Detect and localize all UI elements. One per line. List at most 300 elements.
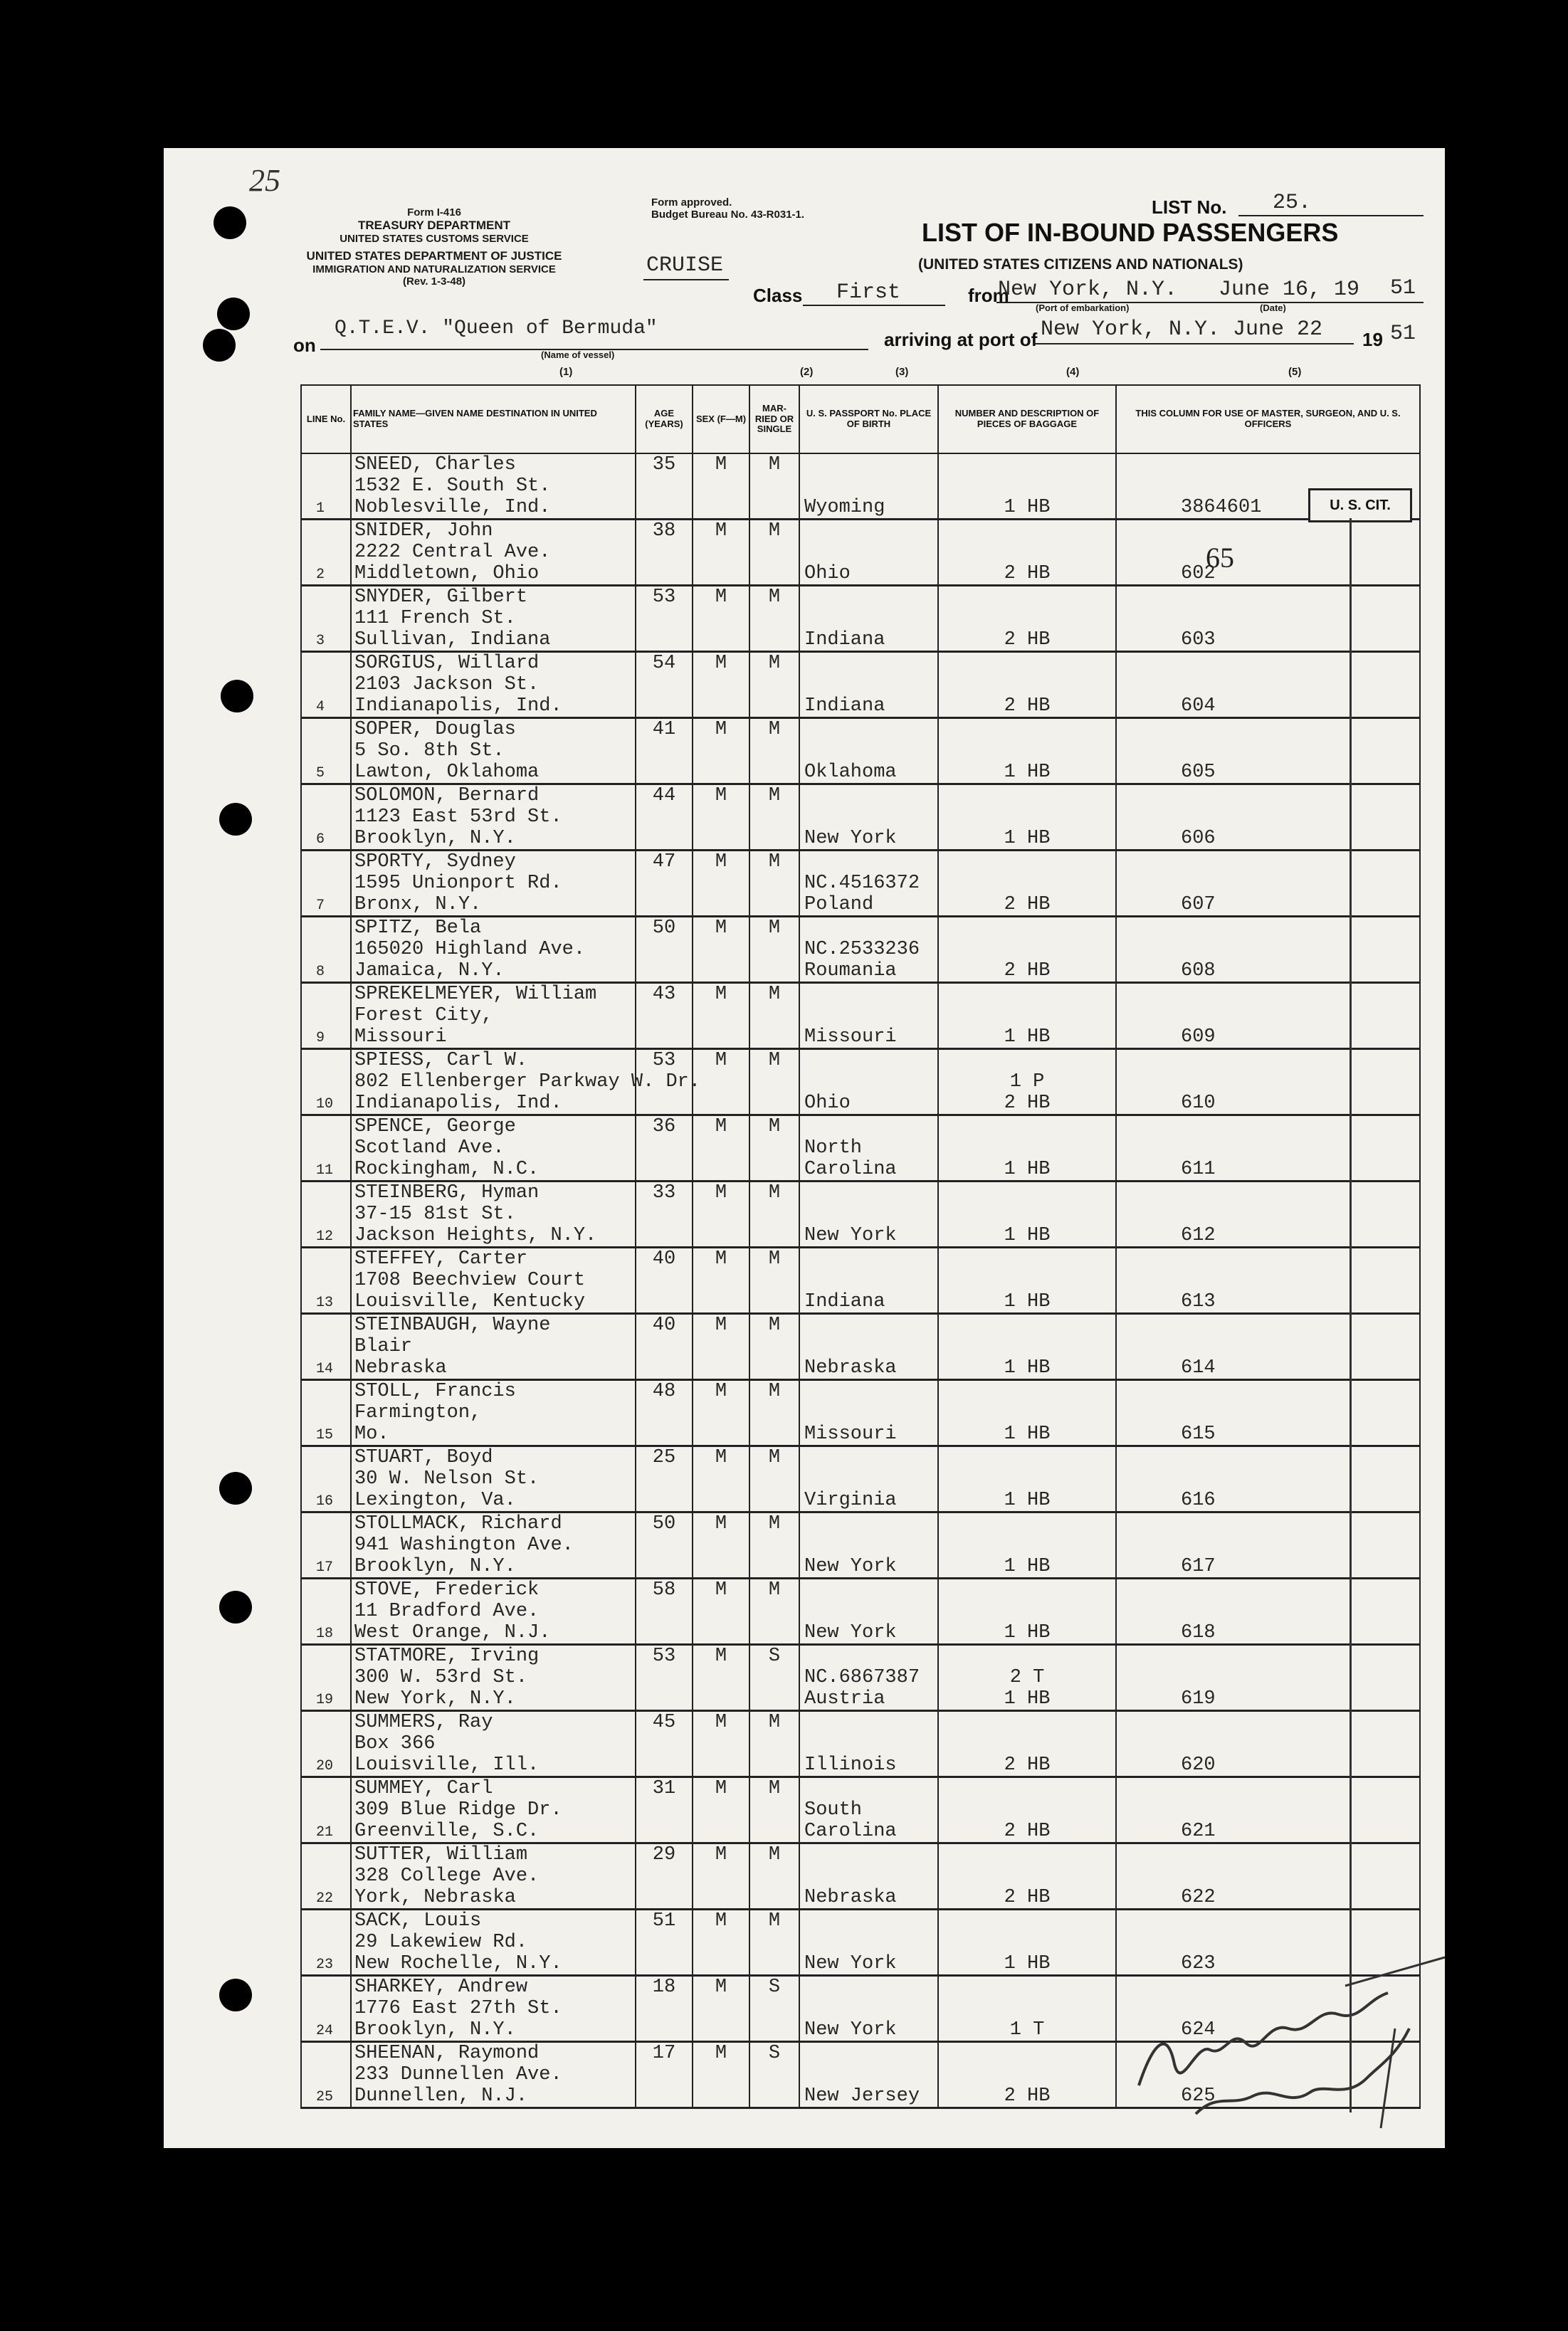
address-line-1: 941 Washington Ave. xyxy=(354,1535,574,1556)
marital-cell xyxy=(749,1049,799,1115)
officer-number: 611 xyxy=(1181,1159,1216,1180)
sex-cell xyxy=(693,1976,749,2042)
line-no-cell xyxy=(301,1777,351,1843)
line-no-cell xyxy=(301,1115,351,1182)
officer-number: 612 xyxy=(1181,1225,1216,1246)
age-cell xyxy=(636,1380,693,1446)
address-line-2: Noblesville, Ind. xyxy=(354,497,551,518)
officer-number: 609 xyxy=(1181,1026,1216,1048)
passenger-name: STATMORE, Irving xyxy=(354,1646,540,1667)
passport-cell xyxy=(799,1115,938,1182)
baggage: 1 HB xyxy=(1004,1357,1051,1379)
sex-cell xyxy=(693,1446,749,1512)
address-line-2: Jackson Heights, N.Y. xyxy=(354,1225,597,1246)
line-number: 5 xyxy=(316,765,325,782)
sex: M xyxy=(715,917,727,939)
col-num-3: (3) xyxy=(895,366,909,378)
name-cell xyxy=(351,917,636,983)
officer-cell xyxy=(1116,1843,1420,1910)
passport-cell xyxy=(799,1314,938,1380)
baggage-cell xyxy=(938,1645,1116,1711)
baggage: 1 HB xyxy=(1004,828,1051,849)
punch-hole xyxy=(219,1591,252,1624)
marital-cell xyxy=(749,1645,799,1711)
place-of-birth: Roumania xyxy=(804,960,897,982)
line-no-cell xyxy=(301,1579,351,1645)
sex: M xyxy=(715,1977,727,1998)
marital-cell xyxy=(749,784,799,851)
arrival-year-prefix: 19 xyxy=(1362,329,1383,350)
passenger-name: STEINBAUGH, Wayne xyxy=(354,1315,551,1336)
address-line-1: Farmington, xyxy=(354,1402,482,1424)
baggage-cell xyxy=(938,453,1116,520)
age-cell xyxy=(636,983,693,1049)
sex: M xyxy=(715,586,727,608)
marital-status: M xyxy=(768,1315,781,1336)
baggage: 2 HB xyxy=(1004,563,1051,584)
passenger-name: SPORTY, Sydney xyxy=(354,851,516,873)
officer-cell xyxy=(1116,784,1420,851)
officer-number: 621 xyxy=(1181,1821,1216,1842)
marital-cell xyxy=(749,586,799,652)
vessel-note: (Name of vessel) xyxy=(541,349,615,360)
baggage: 1 HB xyxy=(1004,1953,1051,1974)
address-line-2: Lawton, Oklahoma xyxy=(354,762,540,783)
place-of-birth: New York xyxy=(804,1953,897,1974)
marital-status: M xyxy=(768,1447,781,1468)
port-embarkation-note: (Port of embarkation) xyxy=(1036,302,1130,313)
sex-cell xyxy=(693,1049,749,1115)
address-line-2: Brooklyn, N.Y. xyxy=(354,828,516,849)
age: 36 xyxy=(652,1116,676,1137)
address-line-2: Louisville, Kentucky xyxy=(354,1291,586,1312)
baggage-cell xyxy=(938,1380,1116,1446)
officer-cell xyxy=(1116,983,1420,1049)
officer-number: 606 xyxy=(1181,828,1216,849)
line-number: 6 xyxy=(316,831,325,848)
line-number: 14 xyxy=(316,1361,334,1377)
col-married: MAR-RIED OR SINGLE xyxy=(749,385,799,453)
officer-cell xyxy=(1116,1777,1420,1843)
table-row xyxy=(301,1248,1420,1314)
passenger-name: STOVE, Frederick xyxy=(354,1579,540,1601)
age-cell xyxy=(636,652,693,718)
place-of-birth: New Jersey xyxy=(804,2085,920,2107)
address-line-1: Forest City, xyxy=(354,1005,493,1026)
passport-cell xyxy=(799,652,938,718)
marital-status: M xyxy=(768,520,781,542)
age-cell xyxy=(636,1115,693,1182)
place-of-birth: Virginia xyxy=(804,1490,897,1511)
age-cell xyxy=(636,586,693,652)
ins-service: IMMIGRATION AND NATURALIZATION SERVICE xyxy=(312,263,556,275)
age-cell xyxy=(636,1512,693,1579)
officer-cell xyxy=(1116,1711,1420,1777)
punch-hole xyxy=(214,206,246,239)
name-cell xyxy=(351,453,636,520)
age-cell xyxy=(636,917,693,983)
age-cell xyxy=(636,851,693,917)
baggage: 1 HB xyxy=(1004,762,1051,783)
sex: M xyxy=(715,1778,727,1799)
baggage-cell xyxy=(938,917,1116,983)
sex-cell xyxy=(693,652,749,718)
address-line-1: 111 French St. xyxy=(354,608,516,629)
line-number: 3 xyxy=(316,633,325,649)
baggage-cell xyxy=(938,1314,1116,1380)
marital-status: S xyxy=(768,2043,781,2064)
age: 33 xyxy=(652,1182,676,1204)
place-of-birth: New York xyxy=(804,828,897,849)
name-cell xyxy=(351,1512,636,1579)
handwritten-annotation: 65 xyxy=(1206,542,1234,574)
marital-cell xyxy=(749,851,799,917)
age: 54 xyxy=(652,653,676,674)
address-line-2: Indianapolis, Ind. xyxy=(354,695,562,717)
officer-cell xyxy=(1116,1579,1420,1645)
place-of-birth: Illinois xyxy=(804,1754,897,1776)
marital-cell xyxy=(749,1512,799,1579)
sex-cell xyxy=(693,1182,749,1248)
sex-cell xyxy=(693,1645,749,1711)
age: 53 xyxy=(652,1050,676,1071)
baggage: 2 HB xyxy=(1004,695,1051,717)
line-no-cell xyxy=(301,453,351,520)
age: 47 xyxy=(652,851,676,873)
line-no-cell xyxy=(301,2042,351,2108)
officer-number: 615 xyxy=(1181,1424,1216,1445)
name-cell xyxy=(351,1843,636,1910)
marital-cell xyxy=(749,652,799,718)
marital-cell xyxy=(749,1910,799,1976)
table-row xyxy=(301,851,1420,917)
on-label: on xyxy=(293,335,316,356)
address-line-2: Middletown, Ohio xyxy=(354,563,540,584)
baggage: 1 HB xyxy=(1004,1026,1051,1048)
line-no-cell xyxy=(301,1182,351,1248)
sex-cell xyxy=(693,520,749,586)
col-num-5: (5) xyxy=(1288,366,1302,378)
age: 48 xyxy=(652,1381,676,1402)
passenger-name: SUTTER, William xyxy=(354,1844,528,1866)
sex-cell xyxy=(693,1248,749,1314)
sex-cell xyxy=(693,1314,749,1380)
officer-number: 607 xyxy=(1181,894,1216,915)
sex-cell xyxy=(693,1910,749,1976)
place-of-birth: Missouri xyxy=(804,1026,897,1048)
punch-hole xyxy=(203,329,236,362)
name-cell xyxy=(351,1380,636,1446)
officer-number: 616 xyxy=(1181,1490,1216,1511)
address-line-1: 29 Lakewiew Rd. xyxy=(354,1932,528,1953)
passport-number: NC.4516372 xyxy=(804,873,920,894)
sex: M xyxy=(715,719,727,740)
sex-cell xyxy=(693,586,749,652)
line-no-cell xyxy=(301,652,351,718)
age: 40 xyxy=(652,1248,676,1270)
address-line-1: 37-15 81st St. xyxy=(354,1204,516,1225)
table-row xyxy=(301,1049,1420,1115)
address-line-2: Bronx, N.Y. xyxy=(354,894,482,915)
passenger-name: STUART, Boyd xyxy=(354,1447,493,1468)
address-line-2: Greenville, S.C. xyxy=(354,1821,540,1842)
passenger-name: SPIESS, Carl W. xyxy=(354,1050,528,1071)
marital-status: M xyxy=(768,1579,781,1601)
officer-cell xyxy=(1116,1645,1420,1711)
marital-cell xyxy=(749,1248,799,1314)
marital-cell xyxy=(749,1380,799,1446)
address-line-2: New Rochelle, N.Y. xyxy=(354,1953,562,1974)
passport-cell xyxy=(799,1579,938,1645)
officer-cell xyxy=(1116,718,1420,784)
sex-cell xyxy=(693,718,749,784)
baggage: 1 HB xyxy=(1004,1159,1051,1180)
sex-cell xyxy=(693,1777,749,1843)
age: 18 xyxy=(652,1977,676,1998)
age-cell xyxy=(636,1910,693,1976)
sex: M xyxy=(715,1910,727,1932)
baggage-extra: 2 T xyxy=(1009,1667,1045,1688)
sex: M xyxy=(715,785,727,806)
baggage: 1 HB xyxy=(1004,1225,1051,1246)
marital-cell xyxy=(749,1446,799,1512)
age: 58 xyxy=(652,1579,676,1601)
line-number: 21 xyxy=(316,1824,334,1841)
baggage: 1 HB xyxy=(1004,1622,1051,1643)
passenger-name: SPREKELMEYER, William xyxy=(354,984,597,1005)
passenger-name: SHEENAN, Raymond xyxy=(354,2043,540,2064)
age-cell xyxy=(636,1314,693,1380)
place-of-birth: Indiana xyxy=(804,695,885,717)
sex: M xyxy=(715,653,727,674)
line-no-cell xyxy=(301,1976,351,2042)
place-of-birth: Indiana xyxy=(804,629,885,651)
marital-status: M xyxy=(768,1050,781,1071)
officer-number: 610 xyxy=(1181,1093,1216,1114)
baggage: 2 HB xyxy=(1004,2085,1051,2107)
passport-cell xyxy=(799,1910,938,1976)
place-of-birth: Carolina xyxy=(804,1821,897,1842)
name-cell xyxy=(351,1645,636,1711)
address-line-1: Scotland Ave. xyxy=(354,1137,505,1159)
marital-status: M xyxy=(768,785,781,806)
line-number: 8 xyxy=(316,964,325,980)
passenger-name: SNEED, Charles xyxy=(354,454,516,475)
passport-cell xyxy=(799,1777,938,1843)
address-line-2: Nebraska xyxy=(354,1357,447,1379)
from-value: New York, N.Y. xyxy=(998,278,1178,302)
name-cell xyxy=(351,784,636,851)
baggage-cell xyxy=(938,1049,1116,1115)
sex: M xyxy=(715,1381,727,1402)
address-line-1: 1708 Beechview Court xyxy=(354,1270,586,1291)
line-no-cell xyxy=(301,1248,351,1314)
passenger-name: STEFFEY, Carter xyxy=(354,1248,528,1270)
passenger-name: SNYDER, Gilbert xyxy=(354,586,528,608)
baggage-cell xyxy=(938,1910,1116,1976)
marital-cell xyxy=(749,1976,799,2042)
passenger-name: SPITZ, Bela xyxy=(354,917,482,939)
age: 38 xyxy=(652,520,676,542)
age: 25 xyxy=(652,1447,676,1468)
passenger-name: SOLOMON, Bernard xyxy=(354,785,540,806)
sex: M xyxy=(715,1646,727,1667)
officer-number: 623 xyxy=(1181,1953,1216,1974)
name-cell xyxy=(351,1777,636,1843)
sex: M xyxy=(715,1513,727,1535)
passport-cell xyxy=(799,851,938,917)
officer-cell xyxy=(1116,1512,1420,1579)
arrival-year: 51 xyxy=(1390,322,1416,346)
age-cell xyxy=(636,1182,693,1248)
baggage-cell xyxy=(938,586,1116,652)
passenger-name: SORGIUS, Willard xyxy=(354,653,540,674)
officer-cell xyxy=(1116,1248,1420,1314)
marital-status: M xyxy=(768,1910,781,1932)
marital-cell xyxy=(749,983,799,1049)
line-no-cell xyxy=(301,520,351,586)
marital-cell xyxy=(749,1182,799,1248)
name-cell xyxy=(351,2042,636,2108)
punch-hole xyxy=(219,803,252,836)
arriving-label: arriving at port of xyxy=(884,329,1038,350)
address-line-2: Brooklyn, N.Y. xyxy=(354,2019,516,2041)
line-number: 10 xyxy=(316,1096,334,1112)
line-no-cell xyxy=(301,1645,351,1711)
address-line-2: Sullivan, Indiana xyxy=(354,629,551,651)
address-line-2: Mo. xyxy=(354,1424,389,1445)
line-number: 16 xyxy=(316,1493,334,1510)
line-no-cell xyxy=(301,983,351,1049)
col-officers: THIS COLUMN FOR USE OF MASTER, SURGEON, AND U. S. OFFICERS xyxy=(1116,385,1420,453)
officer-number: 613 xyxy=(1181,1291,1216,1312)
name-cell xyxy=(351,1579,636,1645)
officer-number: 622 xyxy=(1181,1887,1216,1908)
officer-number: 3864601 xyxy=(1181,497,1262,518)
baggage: 2 HB xyxy=(1004,1887,1051,1908)
baggage-cell xyxy=(938,784,1116,851)
punch-hole xyxy=(219,1472,252,1505)
baggage-cell xyxy=(938,983,1116,1049)
officer-signature xyxy=(1110,1943,1480,2135)
line-no-cell xyxy=(301,718,351,784)
line-number: 13 xyxy=(316,1295,334,1311)
passport-cell xyxy=(799,1182,938,1248)
marital-status: M xyxy=(768,1844,781,1866)
address-line-2: Lexington, Va. xyxy=(354,1490,516,1511)
officer-number: 602 xyxy=(1181,563,1216,584)
age-cell xyxy=(636,1976,693,2042)
line-number: 18 xyxy=(316,1626,334,1642)
address-line-2: West Orange, N.J. xyxy=(354,1622,551,1643)
officer-cell xyxy=(1116,520,1420,586)
baggage-cell xyxy=(938,1182,1116,1248)
marital-cell xyxy=(749,2042,799,2108)
line-no-cell xyxy=(301,1380,351,1446)
officer-number: 608 xyxy=(1181,960,1216,982)
place-of-birth: New York xyxy=(804,1556,897,1577)
passport-cell xyxy=(799,1711,938,1777)
name-cell xyxy=(351,1248,636,1314)
baggage-cell xyxy=(938,1248,1116,1314)
agency-block xyxy=(285,206,584,288)
passenger-name: SACK, Louis xyxy=(354,1910,482,1932)
list-no-label: LIST No. xyxy=(1152,196,1227,218)
place-of-birth: Nebraska xyxy=(804,1887,897,1908)
marital-status: M xyxy=(768,586,781,608)
line-number: 12 xyxy=(316,1228,334,1245)
officer-number: 619 xyxy=(1181,1688,1216,1710)
from-label: from xyxy=(968,285,1009,306)
col-num-1: (1) xyxy=(559,366,573,378)
baggage: 1 HB xyxy=(1004,1556,1051,1577)
line-no-cell xyxy=(301,851,351,917)
age: 45 xyxy=(652,1712,676,1733)
address-line-1: 2222 Central Ave. xyxy=(354,542,551,563)
place-of-birth: Ohio xyxy=(804,563,851,584)
baggage: 2 HB xyxy=(1004,1821,1051,1842)
address-line-2: York, Nebraska xyxy=(354,1887,516,1908)
table-row xyxy=(301,784,1420,851)
marital-status: M xyxy=(768,1712,781,1733)
age-cell xyxy=(636,718,693,784)
name-cell xyxy=(351,1314,636,1380)
age-cell xyxy=(636,1446,693,1512)
address-line-1: 11 Bradford Ave. xyxy=(354,1601,540,1622)
age-cell xyxy=(636,453,693,520)
sex-cell xyxy=(693,1380,749,1446)
baggage: 2 HB xyxy=(1004,1754,1051,1776)
line-number: 2 xyxy=(316,567,325,583)
passport-cell xyxy=(799,784,938,851)
line-no-cell xyxy=(301,1314,351,1380)
baggage: 1 HB xyxy=(1004,1688,1051,1710)
age: 41 xyxy=(652,719,676,740)
officer-number: 604 xyxy=(1181,695,1216,717)
baggage-cell xyxy=(938,1512,1116,1579)
place-of-birth: Ohio xyxy=(804,1093,851,1114)
marital-cell xyxy=(749,1777,799,1843)
place-of-birth: Austria xyxy=(804,1688,885,1710)
age-cell xyxy=(636,2042,693,2108)
name-cell xyxy=(351,851,636,917)
form-approval xyxy=(651,196,804,221)
officer-cell xyxy=(1116,586,1420,652)
line-number: 15 xyxy=(316,1427,334,1443)
address-line-1: 1595 Unionport Rd. xyxy=(354,873,562,894)
age: 40 xyxy=(652,1315,676,1336)
col-sex: SEX (F—M) xyxy=(693,385,749,453)
sex-cell xyxy=(693,851,749,917)
sex-cell xyxy=(693,917,749,983)
officer-number: 620 xyxy=(1181,1754,1216,1776)
punch-hole xyxy=(219,1979,252,2011)
name-cell xyxy=(351,983,636,1049)
address-line-2: Missouri xyxy=(354,1026,447,1048)
name-cell xyxy=(351,1115,636,1182)
sex: M xyxy=(715,1182,727,1204)
col-passport: U. S. PASSPORT No. PLACE OF BIRTH xyxy=(799,385,938,453)
cruise-label: CRUISE xyxy=(646,253,724,278)
marital-cell xyxy=(749,1115,799,1182)
name-cell xyxy=(351,1711,636,1777)
passport-number: NC.2533236 xyxy=(804,939,920,960)
passenger-name: STOLL, Francis xyxy=(354,1381,516,1402)
table-row xyxy=(301,586,1420,652)
officer-cell xyxy=(1116,1446,1420,1512)
line-no-cell xyxy=(301,1843,351,1910)
col-name: FAMILY NAME—GIVEN NAME DESTINATION IN UNITED STATES xyxy=(351,385,636,453)
